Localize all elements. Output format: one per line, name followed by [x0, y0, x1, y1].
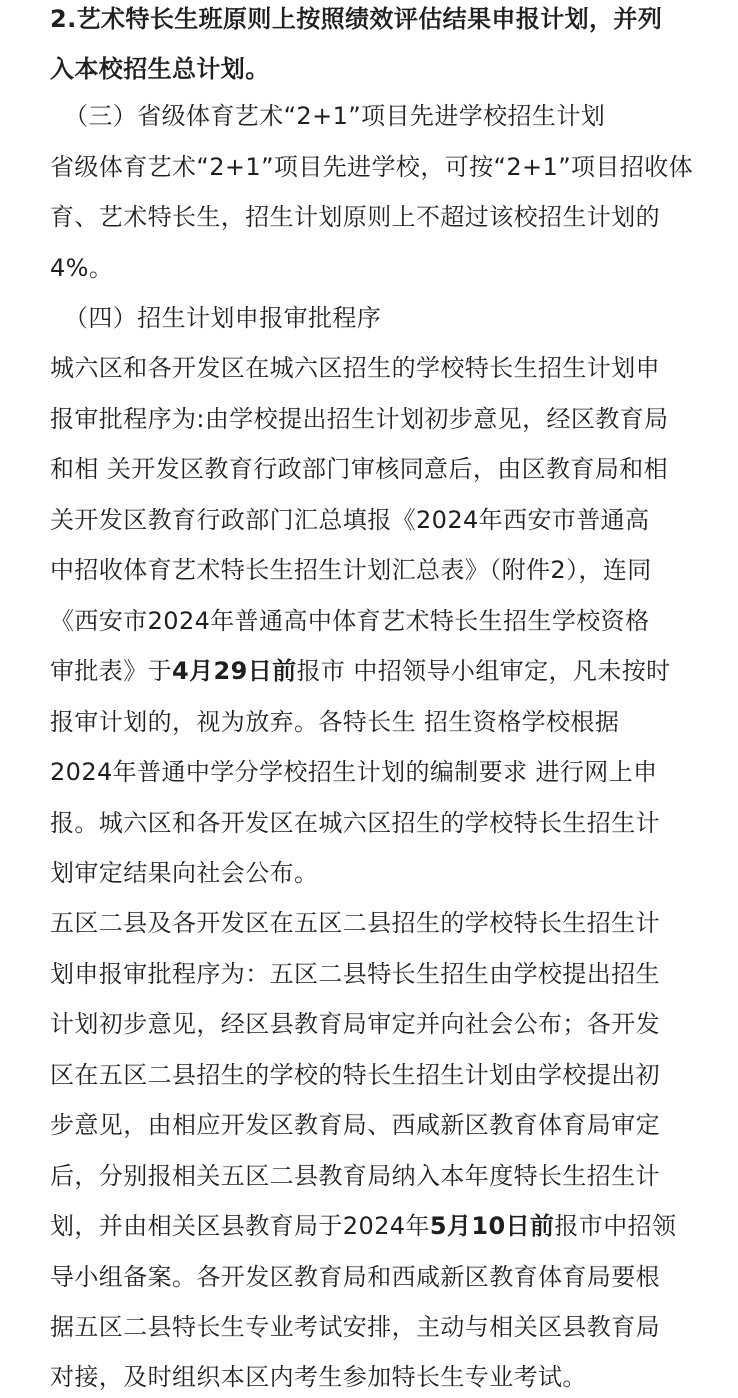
- para1-line1: 城六区和各开发区在城六区招生的学校特长生招生计划申: [50, 354, 660, 382]
- para2-line4: 区在五区二县招生的学校的特长生招生计划由学校提出初: [50, 1061, 660, 1089]
- para1-line7-before: 审批表》于: [50, 657, 172, 685]
- para2-line9: 据五区二县特长生专业考试安排，主动与相关区县教育局: [50, 1313, 660, 1341]
- para2-line3: 计划初步意见，经区县教育局审定并向社会公布；各开发: [50, 1010, 660, 1038]
- para1-line7-after: 报市 中招领导小组审定，凡未按时: [296, 657, 671, 685]
- para1-line8: 报审计划的，视为放弃。各特长生 招生资格学校根据: [50, 708, 620, 736]
- para1-line5: 中招收体育艺术特长生招生计划汇总表》（附件2），连同: [50, 556, 652, 584]
- section3-line1: 省级体育艺术“2+1”项目先进学校，可按“2+1”项目招收体: [50, 153, 694, 181]
- para1-line11: 划审定结果向社会公布。: [50, 859, 319, 887]
- para2-line8: 导小组备案。各开发区教育局和西咸新区教育体育局要根: [50, 1263, 660, 1291]
- section3-line2: 育、艺术特长生，招生计划原则上不超过该校招生计划的: [50, 203, 660, 231]
- para2-line5: 步意见，由相应开发区教育局、西咸新区教育体育局审定: [50, 1111, 660, 1139]
- para1-line4: 关开发区教育行政部门汇总填报《2024年西安市普通高: [50, 506, 650, 534]
- para1-line10: 报。城六区和各开发区在城六区招生的学校特长生招生计: [50, 809, 660, 837]
- deadline-may10: 5月10日前: [429, 1212, 555, 1240]
- para1-line2: 报审批程序为:由学校提出招生计划初步意见，经区教育局: [50, 405, 669, 433]
- item2-heading-line2: 入本校招生总计划。: [50, 55, 270, 83]
- para2-line10: 对接，及时组织本区内考生参加特长生专业考试。: [50, 1363, 587, 1391]
- section3-line3: 4%。: [50, 254, 114, 282]
- deadline-apr29: 4月29日前: [172, 657, 297, 685]
- para2-line7-after: 报市中招领: [554, 1212, 677, 1240]
- para1-line9: 2024年普通中学分学校招生计划的编制要求 进行网上申: [50, 758, 658, 786]
- section3-title: （三）省级体育艺术“2+1”项目先进学校招生计划: [64, 102, 606, 130]
- para2-line2: 划申报审批程序为：五区二县特长生招生由学校提出招生: [50, 960, 660, 988]
- para1-line3: 和相 关开发区教育行政部门审核同意后，由区教育局和相: [50, 455, 669, 483]
- para2-line7-before: 划，并由相关区县教育局于2024年: [50, 1212, 430, 1240]
- para2-line1: 五区二县及各开发区在五区二县招生的学校特长生招生计: [50, 909, 660, 937]
- para2-line7: [50, 1209, 676, 1243]
- item2-heading-line1: 2.艺术特长生班原则上按照绩效评估结果申报计划，并列: [50, 5, 663, 33]
- para2-line6: 后，分别报相关五区二县教育局纳入本年度特长生招生计: [50, 1162, 660, 1190]
- section4-title: （四）招生计划申报审批程序: [64, 304, 382, 332]
- para1-line7: [50, 654, 671, 688]
- para1-line6: 《西安市2024年普通高中体育艺术特长生招生学校资格: [50, 607, 650, 635]
